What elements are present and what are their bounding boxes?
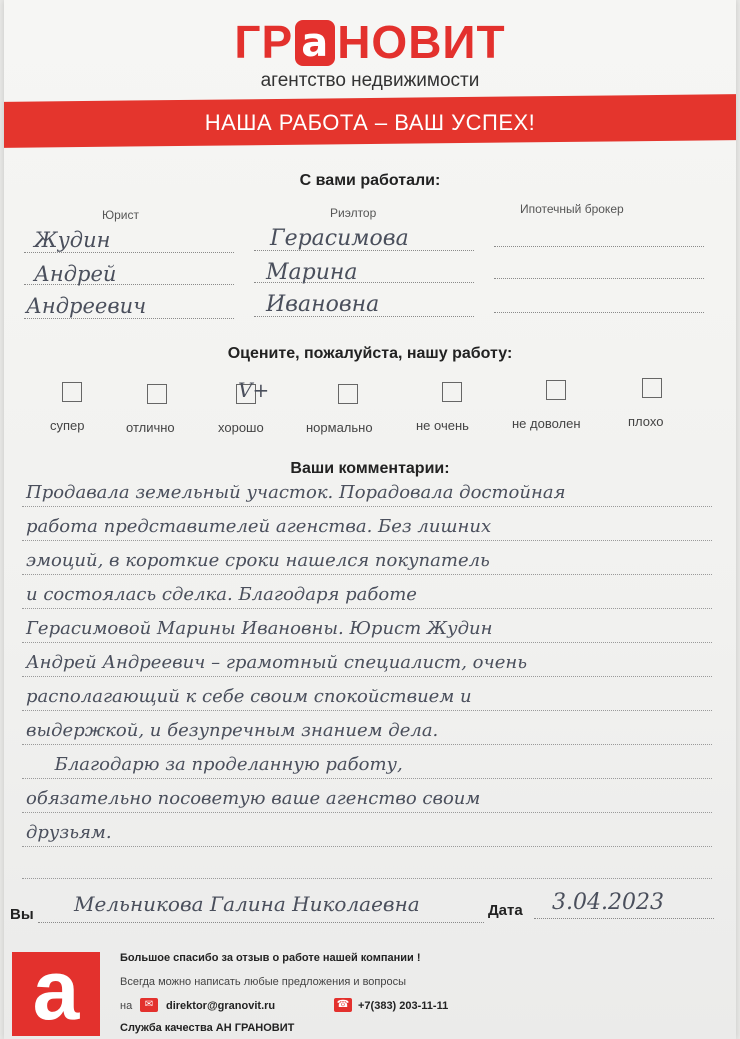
rating-label-bad: плохо <box>628 414 664 429</box>
comment-line-10: обязательно посоветую ваше агенство своим <box>26 788 481 809</box>
comment-line-4: и состоялась сделка. Благодаря работе <box>26 584 417 605</box>
realtor-surname: Герасимова <box>270 226 409 251</box>
granovit-a-logo: а <box>12 952 100 1036</box>
role-realtor: Риэлтор <box>330 206 377 220</box>
rating-checkbox-normal[interactable] <box>338 384 358 404</box>
email-text[interactable]: direktor@granovit.ru <box>166 1000 276 1012</box>
comment-line-1: Продавала земельный участок. Порадовала достойная <box>26 482 566 503</box>
dotted-line <box>22 540 712 541</box>
dotted-line <box>22 574 712 575</box>
phone-text[interactable]: +7(383) 203-11-11 <box>358 1000 449 1012</box>
comment-line-7: располагающий к себе своим спокойствием и <box>26 686 472 707</box>
dotted-line <box>534 918 714 919</box>
dotted-line <box>494 246 704 247</box>
comment-line-3: эмоций, в короткие сроки нашелся покупатель <box>26 550 490 571</box>
realtor-patronymic: Ивановна <box>266 292 380 317</box>
dotted-line <box>22 676 712 677</box>
dotted-line <box>22 846 712 847</box>
slogan-text: НАША РАБОТА – ВАШ УСПЕХ! <box>204 110 536 135</box>
comment-line-5: Герасимовой Марины Ивановны. Юрист Жудин <box>26 618 493 639</box>
comment-line-8: выдержкой, и безупречным знанием дела. <box>26 720 439 741</box>
dotted-line <box>22 812 712 813</box>
comment-line-11: друзьям. <box>26 822 112 843</box>
logo-letter-box: а <box>295 20 335 66</box>
feedback-form <box>4 0 736 1039</box>
reviewer-name: Мельникова Галина Николаевна <box>74 892 420 916</box>
rating-label-not-very: не очень <box>416 418 469 433</box>
lawyer-surname: Жудин <box>34 228 111 252</box>
rating-label-dissatisfied: не доволен <box>512 416 581 431</box>
role-mortgage-broker: Ипотечный брокер <box>520 202 624 216</box>
comment-line-9: Благодарю за проделанную работу, <box>26 754 403 775</box>
dotted-line <box>24 318 234 319</box>
dotted-line <box>22 710 712 711</box>
lawyer-patronymic: Андреевич <box>26 294 147 318</box>
agency-subtitle: агентство недвижимости <box>260 70 480 91</box>
dotted-line <box>22 778 712 779</box>
dotted-line <box>494 312 704 313</box>
rating-check-mark: V+ <box>238 378 270 402</box>
worked-with-title: С вами работали: <box>299 172 441 189</box>
dotted-line <box>22 878 712 879</box>
logo-text-end: НОВИТ <box>337 16 506 68</box>
role-lawyer: Юрист <box>102 208 139 222</box>
dotted-line <box>22 744 712 745</box>
rating-label-normal: нормально <box>306 420 373 435</box>
on-text: на <box>120 1000 133 1012</box>
rating-checkbox-excellent[interactable] <box>147 384 167 404</box>
you-label: Вы <box>10 906 34 923</box>
dotted-line <box>24 252 234 253</box>
rating-checkbox-dissatisfied[interactable] <box>546 380 566 400</box>
thanks-text: Большое спасибо за отзыв о работе нашей компании ! <box>120 952 421 964</box>
review-date: 3.04.2023 <box>552 890 664 915</box>
rating-label-super: супер <box>50 418 85 433</box>
rating-checkbox-not-very[interactable] <box>442 382 462 402</box>
date-label: Дата <box>488 902 523 919</box>
rating-title: Оцените, пожалуйста, нашу работу: <box>227 345 513 362</box>
email-icon: ✉ <box>140 998 158 1012</box>
always-text: Всегда можно написать любые предложения и вопросы <box>120 976 407 988</box>
service-text: Служба качества АН ГРАНОВИТ <box>120 1022 295 1034</box>
dotted-line <box>22 642 712 643</box>
rating-label-good: хорошо <box>218 420 264 435</box>
dotted-line <box>38 922 484 923</box>
comments-title: Ваши комментарии: <box>290 460 450 477</box>
lawyer-first-name: Андрей <box>34 262 117 286</box>
phone-icon: ☎ <box>334 998 352 1012</box>
dotted-line <box>22 506 712 507</box>
dotted-line <box>22 608 712 609</box>
realtor-first-name: Марина <box>266 260 358 285</box>
logo-text-start: ГР <box>234 16 294 68</box>
comment-line-2: работа представителей агенства. Без лишних <box>26 516 492 537</box>
rating-label-excellent: отлично <box>126 420 175 435</box>
granovit-logo <box>4 16 736 68</box>
comment-line-6: Андрей Андреевич – грамотный специалист, очень <box>26 652 528 673</box>
dotted-line <box>494 278 704 279</box>
rating-checkbox-bad[interactable] <box>642 378 662 398</box>
rating-checkbox-super[interactable] <box>62 382 82 402</box>
